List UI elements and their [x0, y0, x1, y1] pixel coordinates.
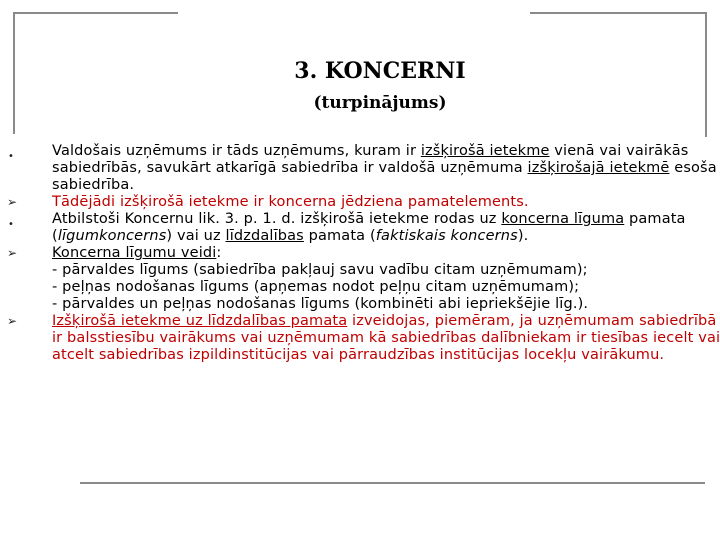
- p3-italic-2: faktiskais koncerns: [375, 228, 518, 244]
- p3-underline-2: līdzdalības: [225, 228, 304, 244]
- frame-line-top-right: [530, 12, 707, 14]
- paragraph-2: [7, 194, 720, 211]
- p1-underline-1: izšķirošā ietekme: [420, 143, 550, 159]
- bullet-dot-icon: •: [8, 219, 15, 230]
- paragraph-3: [8, 211, 720, 245]
- p3-text-a: Atbilstoši Koncernu lik. 3. p. 1. d. izšķirošā ietekme rodas uz: [52, 211, 502, 227]
- p2-text: Tādējādi izšķirošā ietekme ir koncerna jēdziena pamatelements.: [52, 194, 529, 210]
- p1-text-b: vienā vai vairākās sabiedrībās, savukārt atkarīgā sabiedrība ir valdošā uzņēmuma: [52, 143, 689, 176]
- contract-type-item: - pārvaldes līgums (sabiedrība pakļauj savu vadību citam uzņēmumam);: [52, 262, 588, 278]
- p3-italic-1: līgumkoncerns: [57, 228, 167, 244]
- p3-underline-1: koncerna līguma: [501, 211, 625, 227]
- paragraph-4: [7, 245, 720, 262]
- p3-text-d: pamata (: [303, 228, 376, 244]
- p3-text-c: ) vai uz: [166, 228, 226, 244]
- paragraph-1: [8, 143, 720, 194]
- p3-text-b: pamata (: [52, 211, 686, 244]
- slide-subtitle: (turpinājums): [313, 93, 447, 113]
- p5-text: izveidojas, piemēram, ja uzņēmumam sabiedrībā ir balsstiesību vairākums vai uzņēmumam kā sabiedrības dalībniekam ir tiesības iecelt vai atcelt sabiedrības izpildinstitūcijas vai pārraudzības institūcijas locekļu vairākumu.: [52, 313, 720, 363]
- slide-body: [7, 143, 720, 364]
- bullet-arrow-icon: ➢: [7, 195, 18, 209]
- paragraph-5: [7, 313, 720, 364]
- bullet-dot-icon: •: [8, 151, 15, 162]
- p4-colon: :: [216, 245, 222, 261]
- frame-line-bottom: [80, 482, 705, 484]
- frame-line-top-left: [13, 12, 178, 14]
- contract-type-item: - peļņas nodošanas līgums (apņemas nodot peļņu citam uzņēmumam);: [52, 279, 580, 295]
- p3-text-e: ).: [517, 228, 529, 244]
- p1-underline-2: izšķirošajā ietekmē: [527, 160, 670, 176]
- p1-text-c: esoša sabiedrība.: [52, 160, 717, 193]
- slide-title: 3. KONCERNI: [294, 58, 466, 84]
- bullet-arrow-icon: ➢: [7, 246, 18, 260]
- p1-text-a: Valdošais uzņēmums ir tāds uzņēmums, kuram ir: [52, 143, 421, 159]
- p4-heading: Koncerna līgumu veidi: [52, 245, 217, 261]
- bullet-arrow-icon: ➢: [7, 314, 18, 328]
- contract-type-item: - pārvaldes un peļņas nodošanas līgums (kombinēti abi iepriekšējie līg.).: [52, 296, 589, 312]
- p5-underline: Izšķirošā ietekme uz līdzdalības pamata: [52, 313, 348, 329]
